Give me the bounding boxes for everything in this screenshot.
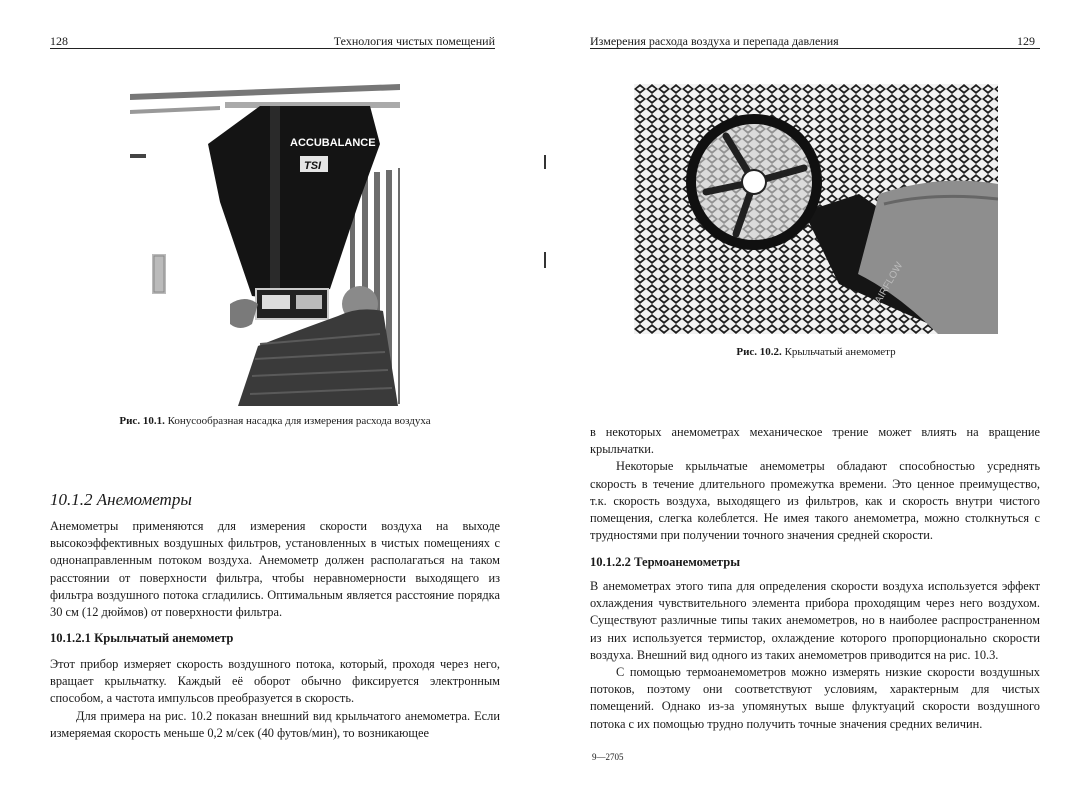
right-page-number: 129 [1017, 34, 1035, 48]
figure-10-1-caption [50, 414, 500, 428]
right-upper-text [590, 424, 1040, 544]
section-paragraph [50, 518, 500, 621]
hood-logo-line-1: ACCUBALANCE [290, 137, 376, 149]
vane-paragraph-1: Этот прибор измеряет скорость воздушного потока, который, проходя через него, вращает крыльчатку. Каждый её оборот обычно фиксируется электронным способом, а частота импульсов преобразуется в скорость. [50, 657, 500, 706]
vane-anemometer-text [50, 656, 500, 742]
averaging-paragraph: Некоторые крыльчатые анемометры обладают способностью усреднять скорость в течение длительного промежутка времени. Это ценное преимущество, т.к. скорость воздуха, выходящего из фильтров, как и скорость внутри чистого помещения, слегка колеблется. Не имея такого анемометра, можно столкнуться с трудностями при получении точного значения средней скорости. [590, 459, 1040, 543]
left-running-head: Технология чистых помещений [333, 34, 495, 48]
figure-10-2-photo [634, 84, 998, 334]
subsection-heading-vane-anemometer: 10.1.2.1 Крыльчатый анемометр [50, 631, 234, 645]
right-page [540, 0, 1079, 792]
figure-10-2-text: Крыльчатый анемометр [784, 346, 896, 358]
subsection-heading-thermoanemometers: 10.1.2.2 Термоанемометры [590, 555, 741, 569]
thermo-paragraph-2: С помощью термоанемометров можно измерять низкие скорости воздушных потоков, поэтому они соответствуют условиям, характерным для чистых помещений. Однако из-за упомянутых выше флуктуаций скорости воздушного потока с их помощью трудно получить точные значения средних величин. [590, 665, 1040, 731]
continuation-paragraph: в некоторых анемометрах механическое трение может влиять на вращение крыльчатки. [590, 425, 1040, 457]
section-heading-anemometers: 10.1.2 Анемометры [50, 490, 192, 509]
left-page-number: 128 [50, 34, 68, 48]
right-header-rule [590, 48, 1040, 49]
figure-10-1-label: Рис. 10.1. [119, 415, 165, 427]
vane-paragraph-2: Для примера на рис. 10.2 показан внешний вид крыльчатого анемометра. Если измеряемая скорость меньше 0,2 м/сек (40 футов/мин), то возникающее [50, 708, 500, 740]
printer-signature-mark: 9—2705 [592, 752, 624, 762]
right-running-head: Измерения расхода воздуха и перепада давления [590, 34, 839, 48]
figure-10-2-label: Рис. 10.2. [736, 346, 782, 358]
anemometer-brand-text: AIRFLOW [873, 260, 906, 306]
left-header-rule [50, 48, 495, 49]
hood-logo-line-2: TSI [304, 160, 322, 172]
figure-10-1-text: Конусообразная насадка для измерения расхода воздуха [167, 415, 431, 427]
thermoanemometer-text [590, 578, 1040, 733]
figure-10-2-caption [634, 345, 998, 359]
thermo-paragraph-1: В анемометрах этого типа для определения скорости воздуха используется эффект охлаждения чувствительного элемента прибора проходящим через него воздухом. Существуют различные типы таких анемометров, но в наиболее распространенном из них используется термистор, охлаждение которого пропорционально скорости воздуха. Внешний вид одного из таких анемометров приводится на рис. 10.3. [590, 579, 1040, 662]
section-paragraph-text: Анемометры применяются для измерения скорости воздуха на выходе высокоэффективных воздушных фильтров, установленных в чистых помещениях с однонаправленным потоком воздуха. Анемометр должен располагаться на таком расстоянии от поверхности фильтра, чтобы неравномерности выходящего из фильтра воздушного потока сгладились. Оптимальным является расстояние порядка 30 см (12 дюймов) от поверхности фильтра. [50, 519, 500, 620]
figure-10-1-photo [130, 84, 400, 406]
